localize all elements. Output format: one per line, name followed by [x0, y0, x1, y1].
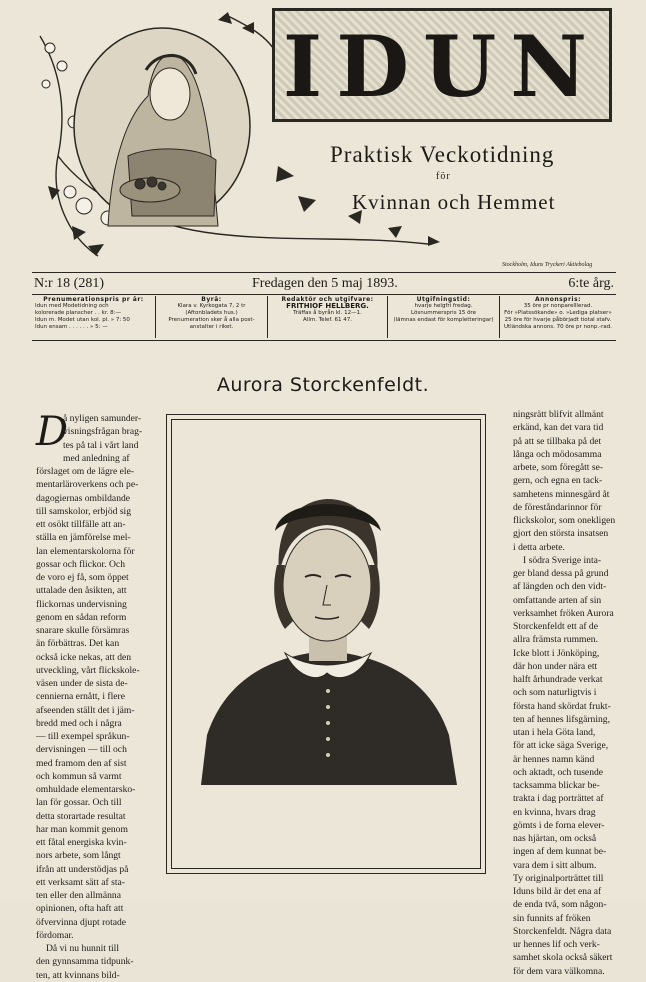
info-box-title: Prenumerationspris pr år:	[43, 296, 144, 303]
text-line: samhet skola också säkert	[513, 952, 613, 964]
text-line: de enda två, som någon-	[513, 899, 607, 911]
text-line: första hand skördat frukt-	[513, 700, 611, 712]
text-line: snarare skulle försämras	[36, 625, 130, 636]
text-line: vara dem i sitt album.	[513, 859, 597, 871]
text-line: på att se tillbaka på det	[513, 435, 602, 447]
text-line: dervisningen — till och	[36, 744, 127, 756]
text-line: ett osökt tillfälle att an-	[36, 519, 126, 530]
text-line: de voro ej få, som öppet	[36, 572, 129, 583]
text-line: Storckenfeldt ett af de	[513, 621, 598, 632]
text-line: Ty originalporträttet till	[513, 872, 604, 884]
text-line: omfattande arten af sin	[513, 594, 602, 606]
text-line: ten eller den allmänna	[36, 890, 121, 901]
portrait-engraving	[167, 415, 487, 875]
info-box-line: Idun m. Modet utan kol. pl. » 7: 50	[35, 317, 130, 323]
text-line: omhuldade elementarsko-	[36, 784, 136, 795]
text-line: för dem vara välkomna.	[513, 965, 605, 977]
logo-box	[272, 8, 612, 122]
tagline-for: för	[436, 171, 451, 182]
text-line: genom en sådan reform	[36, 611, 127, 623]
info-box-title: Utgifningstid:	[416, 296, 471, 303]
text-line: långa och mödosamma	[513, 448, 602, 460]
text-line: gern, och egna en tack-	[513, 475, 603, 487]
text-line: utan i hela Göta land,	[513, 727, 596, 738]
text-line: gömts i de forna elever-	[513, 819, 605, 831]
text-line: å nyligen samunder-	[63, 413, 142, 424]
text-line: detta storartade resultat	[36, 810, 126, 822]
text-line: den gynnsamma tidpunk-	[36, 956, 134, 968]
divider	[32, 272, 616, 273]
info-box-title: Byrå:	[201, 296, 222, 303]
info-box-line: anstalter i riket.	[189, 324, 234, 330]
text-line: ställa en jämförelse mel-	[36, 532, 131, 544]
text-line: Iduns bild är det ena af	[513, 886, 602, 897]
text-line: nors arbete, som långt	[36, 850, 121, 862]
text-line: uttalade den åsikten, att	[36, 585, 127, 597]
issue-date: Fredagen den 5 maj 1893.	[252, 276, 398, 291]
text-line: af längden och den vidt-	[513, 581, 607, 593]
text-line: är hennes namn känd	[513, 753, 595, 765]
text-line: I södra Sverige inta-	[523, 554, 602, 566]
divider	[32, 294, 616, 295]
text-line: Icke blott i Jönköping,	[513, 647, 600, 659]
text-line: ingen af dem kunnat be-	[513, 846, 607, 858]
text-line: i detta arbete.	[513, 541, 565, 553]
tagline-line2: Kvinnan och Hemmet	[352, 190, 556, 214]
masthead-logo: IDUN	[282, 17, 602, 116]
info-box	[32, 296, 156, 338]
issue-number: N:r 18 (281)	[34, 276, 104, 291]
text-line: för att icke säga Sverige,	[513, 740, 609, 752]
text-line: verksamhet fröken Aurora	[513, 607, 614, 619]
info-box-line: hvarje helgfri fredag.	[414, 303, 473, 309]
left-column	[36, 409, 144, 982]
info-box-line: Träffas å byrån kl. 12—1.	[293, 310, 362, 316]
info-box-line: Lösnummerspris 15 öre	[411, 310, 476, 316]
printer-line: Stockholm, Iduns Tryckeri Aktiebolag	[502, 262, 593, 268]
text-line: där hon under nära ett	[513, 660, 598, 672]
text-line: ningsrätt blifvit allmänt	[513, 409, 604, 420]
text-line: ger bland dessa på grund	[513, 568, 609, 579]
article-title: Aurora Storckenfeldt.	[216, 374, 430, 396]
text-line: dagogiernas ombildande	[36, 492, 131, 504]
intro-paragraph	[36, 409, 144, 465]
text-line: sin funnits af fröken	[513, 912, 591, 924]
drop-cap: D	[36, 409, 69, 455]
text-line: ur hennes lif och verk-	[513, 939, 600, 950]
text-line: de föreståndarinnor för	[513, 501, 602, 513]
text-line: till samskolor, erbjöd sig	[36, 505, 132, 517]
text-line: opinionen, ofta haft att	[36, 903, 124, 915]
text-line: utveckling, vårt flickskole-	[36, 664, 140, 676]
info-box-line: (lämnas endast för kompletteringar)	[393, 317, 494, 323]
text-line: fördomar.	[36, 929, 74, 941]
info-row	[32, 296, 616, 338]
text-line: ett fåtal energiska kvin-	[36, 837, 127, 848]
info-box	[268, 296, 388, 338]
text-line: trakta i dag porträttet af	[513, 793, 604, 805]
text-line: visningsfrågan brag-	[63, 426, 143, 438]
text-line: och kommun så varmt	[36, 770, 122, 782]
text-line: också icke nekas, att den	[36, 651, 132, 663]
info-box-title: Annonspris:	[535, 296, 581, 303]
right-column	[513, 408, 615, 978]
text-line: ifrån att understödjas på	[36, 863, 129, 875]
text-line: och aktadt, och tusende	[513, 766, 604, 778]
info-box	[388, 296, 500, 338]
text-line: med framom den af sist	[36, 757, 127, 769]
text-line: erkänd, kan det vara tid	[513, 422, 604, 434]
text-line: ten, att kvinnans bild-	[36, 969, 120, 981]
info-box-line: Utländska annons. 70 öre pr nonp.-rad.	[503, 324, 612, 330]
text-line: flickskolor, som onekligen	[513, 515, 615, 526]
text-line: öfvervinna djupt rotade	[36, 916, 127, 928]
text-line: har man kommit genom	[36, 823, 128, 835]
tagline-line1: Praktisk Veckotidning	[330, 142, 555, 167]
text-line: cennierna ernått, i flere	[36, 691, 125, 703]
text-line: ett verksamt sätt af sta-	[36, 876, 125, 888]
info-box-line: Prenumeration sker å alla post-	[168, 317, 255, 323]
text-line: halft århundrade verkat	[513, 674, 603, 685]
info-box	[500, 296, 616, 338]
text-line: gossar och flickor. Och	[36, 558, 125, 570]
text-line: mentarläroverkens och pe-	[36, 479, 139, 491]
text-line: gjort den största insatsen	[513, 528, 609, 540]
text-line: bredd med och i några	[36, 717, 122, 729]
text-line: nas hjärtan, om också	[513, 833, 597, 844]
text-line: väsen under de sista de-	[36, 678, 128, 689]
text-line: arbete, som föregått se-	[513, 462, 604, 473]
text-line: lan elementarskolorna för	[36, 545, 135, 557]
portrait-frame	[166, 414, 486, 874]
text-line: med anledning af	[63, 452, 130, 464]
text-line: tacksamma blickar be-	[513, 780, 600, 791]
divider	[32, 340, 616, 341]
text-line: ten af hennes lifsgärning,	[513, 713, 610, 725]
info-box-line: För »Platssökande» o. »Lediga platser»	[504, 310, 612, 316]
text-line: Storckenfeldt. Några data	[513, 925, 612, 937]
text-line: och som naturligtvis i	[513, 687, 597, 699]
text-line: — till exempel språkun-	[36, 731, 130, 742]
text-line: flickornas undervisning	[36, 598, 127, 610]
info-box-line: kolorerade planscher . . kr. 8:—	[35, 310, 121, 316]
text-line: en kvinna, hvars drag	[513, 806, 596, 818]
text-line: tes på tal i vårt land	[63, 439, 139, 451]
info-box-line: Klara v. Kyrkogata 7, 2 tr	[177, 303, 246, 309]
info-box-line: Idun ensam . . . . . . » 5: —	[35, 324, 108, 330]
text-line: förslaget om de lägre ele-	[36, 466, 135, 477]
info-box-title: Redaktör och utgifvare:	[281, 296, 374, 303]
info-box-line: (Aftonbladets hus.)	[185, 310, 238, 316]
text-line: Då vi nu hunnit till	[46, 943, 120, 954]
info-box	[156, 296, 268, 338]
info-box-line: Idun med Modetidning och	[35, 303, 109, 309]
info-box-line: 25 öre för hvarje påbörjadt tiotal stafv.	[504, 317, 612, 323]
issue-row	[34, 276, 614, 294]
info-box-line: 35 öre pr nonparelllerad.	[523, 303, 593, 309]
text-line: samhetens minnesgärd åt	[513, 488, 610, 500]
info-box-line: FRITHIOF HELLBERG.	[286, 302, 369, 310]
text-line: allra främsta rummen.	[513, 634, 598, 646]
issue-volume: 6:te årg.	[568, 276, 614, 291]
info-box-line: Allm. Telef. 61 47.	[303, 317, 352, 323]
text-line: än förbättras. Det kan	[36, 638, 120, 650]
text-line: lan för gossar. Och till	[36, 797, 122, 809]
text-line: afseenden ställt det i jäm-	[36, 704, 135, 716]
